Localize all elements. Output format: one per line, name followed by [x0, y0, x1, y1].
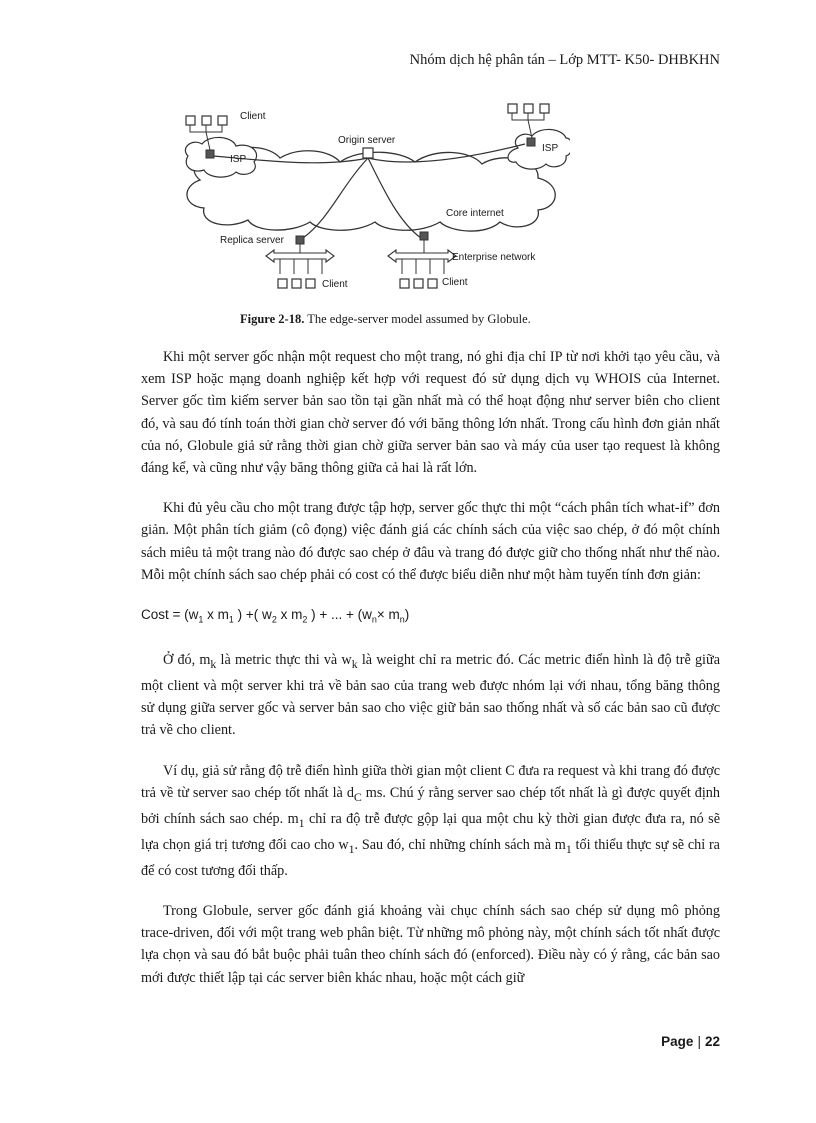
page-footer: [661, 1034, 720, 1049]
page-number: 22: [704, 1034, 720, 1049]
replica-server-label: Replica server: [220, 235, 284, 246]
origin-server-box: [363, 148, 373, 158]
origin-server-label: Origin server: [338, 135, 396, 146]
enterprise-router: [420, 232, 428, 240]
figure-caption-label: Figure 2-18.: [240, 312, 305, 326]
paragraph-2: Khi đủ yêu cầu cho một trang được tập hợp, server gốc thực thi một “cách phân tích what-if” đơn giản. Một phân tích giảm (cô đọng) việc đánh giá các chính sách của việc sao chép, ở đó một chính sách miêu tả một trang nào đó được sao chép ở đâu và trang đó được giữ cho thống nhất như thế nào. Mỗi một chính sách sao chép phải có cost có thể được biểu diễn như một hàm tuyến tính đơn giản:: [141, 500, 720, 583]
client-bottom-left-label: Client: [322, 279, 348, 290]
page-separator: |: [697, 1034, 701, 1049]
core-internet-label: Core internet: [446, 208, 504, 219]
paragraph-4: Ví dụ, giả sử rằng độ trễ điển hình giữa thời gian một client C đưa ra request và khi trang đó được trả về từ server sao chép tốt nhất là $d_C$ ms. Chú ý rằng server sao chép tốt nhất là gì được quyết định bởi chính sách sao chép. $m_1$ chỉ ra độ trễ được gộp lại qua một chu kỳ thời gian được đưa ra, nó sẽ lựa chọn giá trị tương đối cao cho $w_1$. Sau đó, chỉ những chính sách mà $m_1$ tối thiểu thực sự sẽ chỉ ra để có cost tương đối thấp.: [141, 762, 721, 879]
edge-server-figure: [170, 98, 570, 340]
replica-server-box: [296, 236, 304, 244]
client-top-left-label: Client: [240, 111, 266, 122]
figure-caption: [240, 312, 531, 327]
page-label: Page: [661, 1034, 694, 1049]
isp-left-label: ISP: [230, 154, 247, 165]
paragraph-3: Ở đó, $m_k$ là metric thực thi và $w_k$ là weight chỉ ra metric đó. Các metric điển hình là độ trễ giữa một client và một server khi trả về bản sao của trang web được nhóm lại với nhau, tổng băng thông sử dụng giữa server gốc và server bản sao cho việc giữ bản sao thống nhất và số các bản sao cũ được trả về cho client.: [141, 651, 720, 739]
isp-right-label: ISP: [542, 143, 559, 154]
page-header: Nhóm dịch hệ phân tán – Lớp MTT- K50- DHBKHN: [409, 52, 720, 68]
paragraph-5: Trong Globule, server gốc đánh giá khoảng vài chục chính sách sao chép sử dụng mô phỏng trace-driven, đối với một trang web phân biệt. Từ những mô phỏng này, một chính sách tốt nhất được lựa chọn và sau đó bắt buộc phải tuân theo chính sách đó (enforced). Điều này có ý rằng, các bản sao mới được thiết lập tại các server biên khác nhau, hoặc một cách giữ: [141, 903, 720, 986]
isp-right-router: [527, 138, 535, 146]
isp-left-router: [206, 150, 214, 158]
body-text: [141, 346, 720, 1007]
isp-right-cloud: [508, 129, 570, 169]
figure-caption-text: The edge-server model assumed by Globule.: [307, 312, 531, 326]
cost-formula: Cost = ($w_1$ x $m_1$ ) +( $w_2$ x $m_2$ ) + ... + $(w_n\times m_n)$: [141, 607, 410, 625]
paragraph-1: Khi một server gốc nhận một request cho một trang, nó ghi địa chỉ IP từ nơi khởi tạo yêu cầu, và xem ISP hoặc mạng doanh nghiệp kết hợp với request đó sử dụng dịch vụ WHOIS của Internet. Server gốc tìm kiếm server bản sao tồn tại gần nhất mà có thể hoạt động như server biên cho client đó, và sau đó tính toán thời gian chờ server đó với băng thông lớn nhất. Trong cấu hình đơn giản nhất của nó, Globule giả sử rằng thời gian chờ giữa server bản sao và máy của user tạo request là không đáng kể, và cũng như vậy băng thông giữa cả hai là rất lớn.: [141, 349, 720, 477]
client-bottom-right-label: Client: [442, 277, 468, 288]
enterprise-network-label: Enterprise network: [452, 252, 536, 263]
